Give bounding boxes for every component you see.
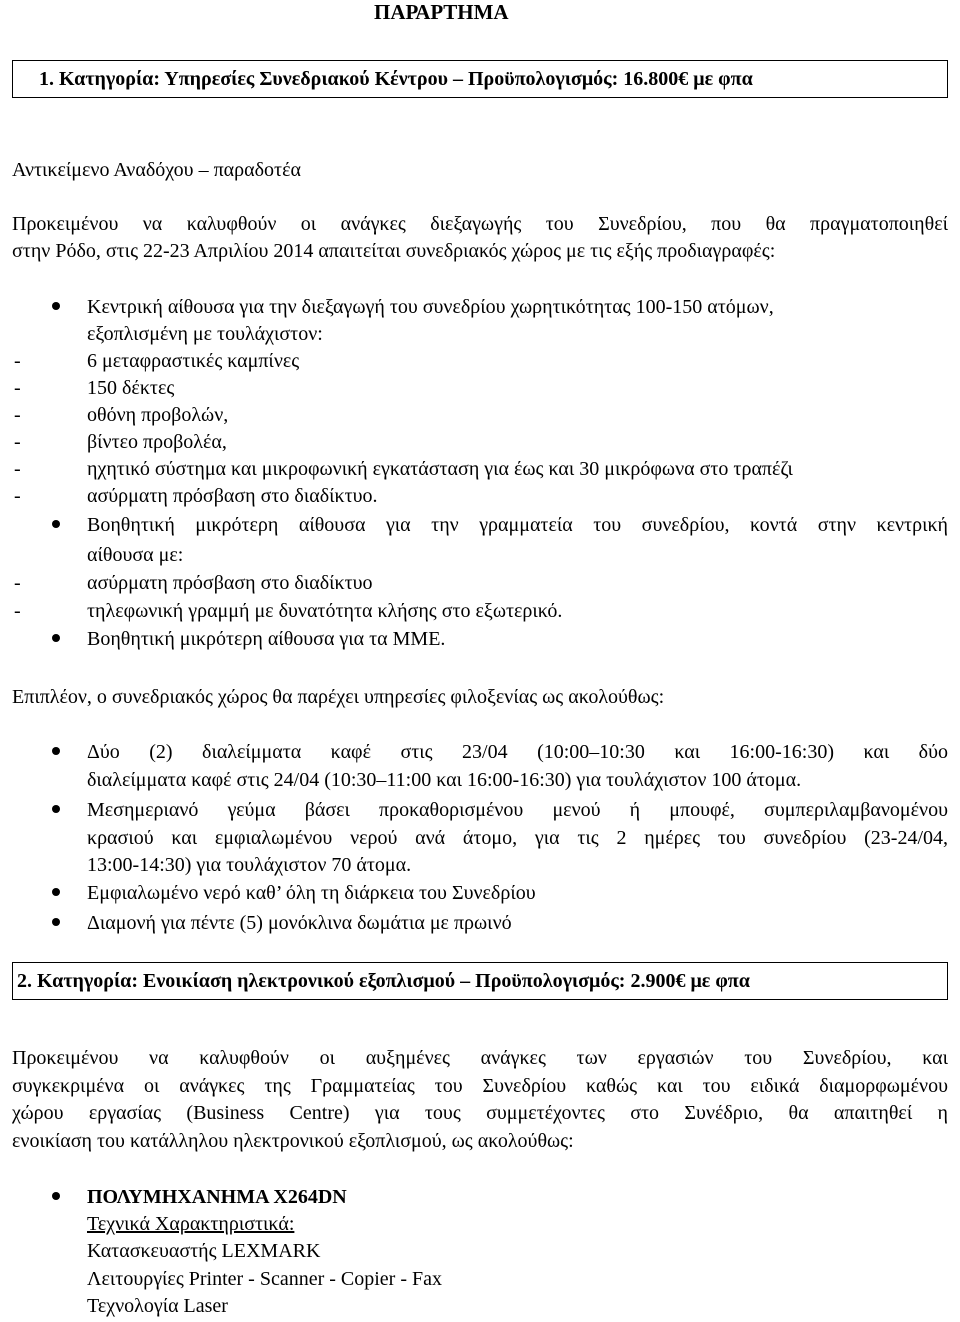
functions: Λειτουργίες Printer - Scanner - Copier - Fax <box>87 1268 442 1290</box>
water-item: Εμφιαλωμένο νερό καθ’ όλη τη διάρκεια του Συνεδρίου <box>87 882 536 904</box>
list-item: ηχητικό σύστημα και μικροφωνική εγκατάσταση για έως και 30 μικρόφωνα στο τραπέζι <box>87 458 793 480</box>
manufacturer: Κατασκευαστής LEXMARK <box>87 1240 321 1262</box>
coffee-break-line-2: διαλείμματα καφέ στις 24/04 (10:30–11:00 και 16:00-16:30) για τουλάχιστον 100 άτομα. <box>87 769 802 791</box>
bullet-icon <box>52 747 60 755</box>
section-1-heading-box <box>12 60 948 98</box>
dash-icon: - <box>14 485 21 507</box>
section-2-heading: 2. Κατηγορία: Ενοικίαση ηλεκτρονικού εξοπλισμού – Προϋπολογισμός: 2.900€ με φπα <box>17 970 750 992</box>
dash-icon: - <box>14 458 21 480</box>
dash-icon: - <box>14 404 21 426</box>
dash-icon: - <box>14 431 21 453</box>
hospitality-intro: Επιπλέον, ο συνεδριακός χώρος θα παρέχει υπηρεσίες φιλοξενίας ως ακολούθως: <box>12 686 665 708</box>
bullet-1-line-2: εξοπλισμένη με τουλάχιστον: <box>87 323 323 345</box>
device-name: ΠΟΛΥΜΗΧΑΝΗΜΑ Χ264DN <box>87 1186 347 1208</box>
lunch-line-2: κρασιού και εμφιαλωμένου νερού ανά άτομο, για τις 2 ημέρες του συνεδρίου (23-24/04, <box>87 827 948 849</box>
bullet-icon <box>52 520 60 528</box>
bullet-2-line-2: αίθουσα με: <box>87 544 184 566</box>
intro-line-2: στην Ρόδο, στις 22-23 Απριλίου 2014 απαιτείται συνεδριακός χώρος με τις εξής προδιαγραφές: <box>12 240 776 262</box>
bullet-2-line-1: Βοηθητική μικρότερη αίθουσα για την γραμματεία του συνεδρίου, κοντά στην κεντρική <box>87 514 948 536</box>
intro-line-1: Προκειμένου να καλυφθούν οι ανάγκες διεξαγωγής του Συνεδρίου, που θα πραγματοποιηθεί <box>12 213 948 235</box>
section-2-para-line-3: χώρου εργασίας (Business Centre) για τους συμμετέχοντες στο Συνέδριο, θα απαιτηθεί η <box>12 1102 948 1124</box>
bullet-1-line-1: Κεντρική αίθουσα για την διεξαγωγή του συνεδρίου χωρητικότητας 100-150 ατόμων, <box>87 296 774 318</box>
list-item: 150 δέκτες <box>87 377 175 399</box>
list-item: τηλεφωνική γραμμή με δυνατότητα κλήσης στο εξωτερικό. <box>87 600 563 622</box>
bullet-icon <box>52 918 60 926</box>
list-item: βίντεο προβολέα, <box>87 431 227 453</box>
lunch-line-1: Μεσημεριανό γεύμα βάσει προκαθορισμένου μενού ή μπουφέ, συμπεριλαμβανομένου <box>87 799 948 821</box>
technology: Τεχνολογία Laser <box>87 1295 228 1317</box>
section-1-heading: 1. Κατηγορία: Υπηρεσίες Συνεδριακού Κέντρου – Προϋπολογισμός: 16.800€ με φπα <box>39 68 753 90</box>
section-2-para-line-1: Προκειμένου να καλυφθούν οι αυξημένες ανάγκες των εργασιών του Συνεδρίου, και <box>12 1047 948 1069</box>
bullet-icon <box>52 805 60 813</box>
dash-icon: - <box>14 350 21 372</box>
section-2-para-line-2: συγκεκριμένα οι ανάγκες της Γραμματείας του Συνεδρίου καθώς και του ειδικά διαμορφωμένου <box>12 1075 948 1097</box>
bullet-3: Βοηθητική μικρότερη αίθουσα για τα ΜΜΕ. <box>87 628 446 650</box>
list-item: ασύρματη πρόσβαση στο διαδίκτυο. <box>87 485 378 507</box>
section-2-para-line-4: ενοικίαση του κατάλληλου ηλεκτρονικού εξοπλισμού, ως ακολούθως: <box>12 1130 574 1152</box>
bullet-icon <box>52 1192 60 1200</box>
bullet-icon <box>52 888 60 896</box>
bullet-icon <box>52 302 60 310</box>
subject-heading: Αντικείμενο Αναδόχου – παραδοτέα <box>12 159 301 181</box>
coffee-break-line-1: Δύο (2) διαλείμματα καφέ στις 23/04 (10:00–10:30 και 16:00-16:30) και δύο <box>87 741 948 763</box>
dash-icon: - <box>14 572 21 594</box>
page-title: ΠΑΡΑΡΤΗΜΑ <box>374 0 509 24</box>
bullet-icon <box>52 634 60 642</box>
dash-icon: - <box>14 377 21 399</box>
dash-icon: - <box>14 600 21 622</box>
list-item: ασύρματη πρόσβαση στο διαδίκτυο <box>87 572 373 594</box>
list-item: 6 μεταφραστικές καμπίνες <box>87 350 300 372</box>
section-2-heading-box <box>12 962 948 1000</box>
tech-specs-label: Τεχνικά Χαρακτηριστικά: <box>87 1213 295 1235</box>
lunch-line-3: 13:00-14:30) για τουλάχιστον 70 άτομα. <box>87 854 412 876</box>
list-item: οθόνη προβολών, <box>87 404 229 426</box>
accommodation-item: Διαμονή για πέντε (5) μονόκλινα δωμάτια με πρωινό <box>87 912 512 934</box>
